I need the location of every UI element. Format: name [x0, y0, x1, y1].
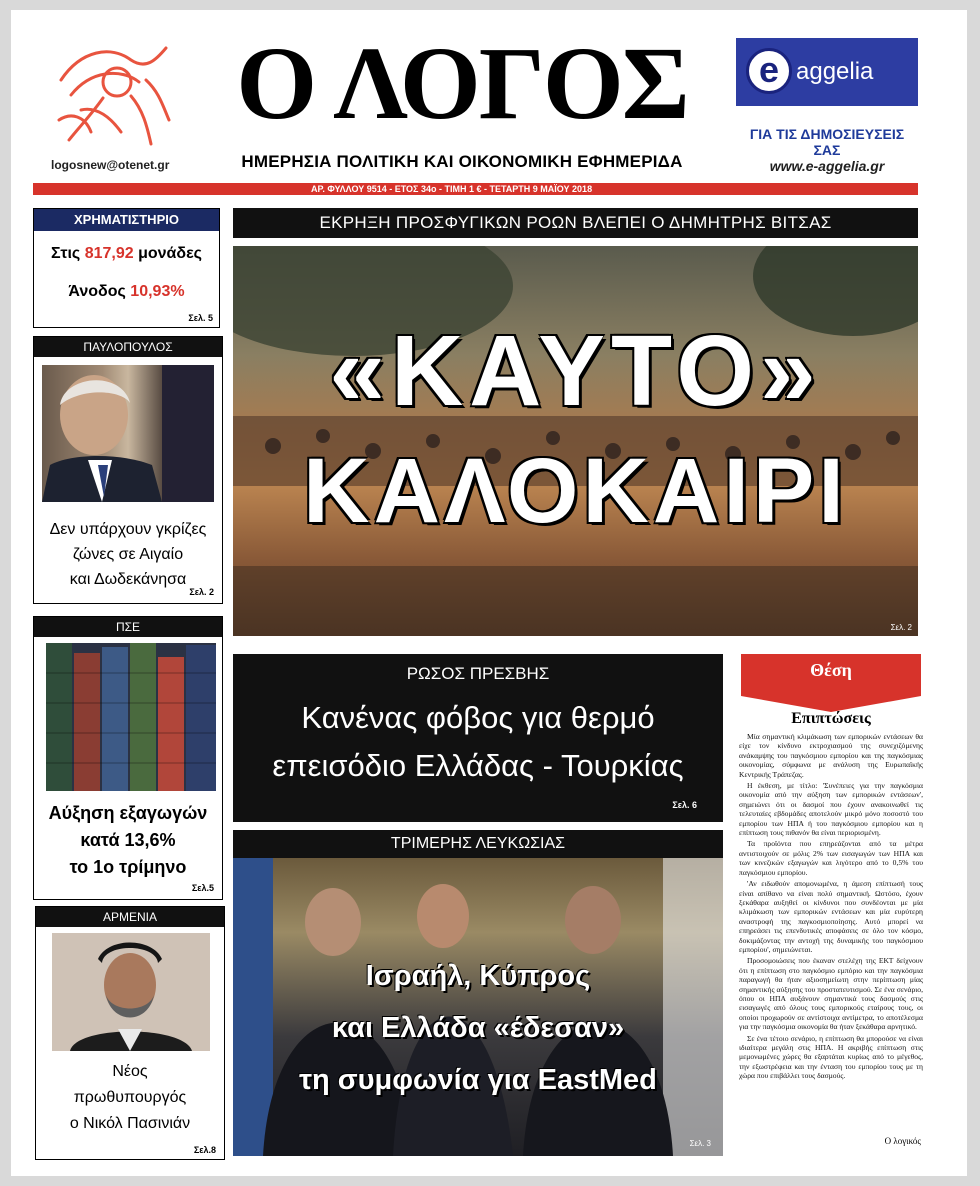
leaders-photo: [233, 858, 723, 1156]
pavlopoulos-box: [33, 336, 223, 604]
logo-illustration: [51, 40, 175, 148]
opinion-section-banner: [741, 654, 921, 696]
page-ref: Σελ.8: [193, 1145, 216, 1155]
page-ref: Σελ. 3: [689, 1139, 711, 1148]
main-headline-line2: ΚΑΛΟΚΑΙΡΙ: [303, 440, 848, 542]
ambassador-kicker: ΡΩΣΟΣ ΠΡΕΣΒΗΣ: [406, 664, 550, 683]
page-ref: Σελ. 6: [672, 800, 697, 810]
pse-header: ΠΣΕ: [34, 617, 222, 637]
armenia-header: ΑΡΜΕΝΙΑ: [36, 907, 224, 927]
opinion-signature: Ο λογικός: [884, 1136, 921, 1146]
ambassador-story: [233, 654, 723, 822]
issue-info: ΑΡ. ΦΥΛΛΟΥ 9514 - ΕΤΟΣ 34ο - ΤΙΜΗ 1 € - ΤΕΤΑΡΤΗ 9 ΜΑΪΟΥ 2018: [311, 184, 593, 194]
stock-header: ΧΡΗΜΑΤΙΣΤΗΡΙΟ: [34, 209, 219, 231]
containers-photo: [46, 643, 216, 791]
cyprus-kicker: ΤΡΙΜΕΡΗΣ ΛΕΥΚΩΣΙΑΣ: [233, 830, 723, 858]
armenia-box: [35, 906, 225, 1160]
advert-logo-text: aggelia: [796, 58, 874, 85]
refugee-camp-photo: [233, 246, 918, 636]
advert-logo-icon: e: [746, 48, 792, 94]
newspaper-front-page: [11, 10, 967, 1176]
opinion-title: Επιπτώσεις: [791, 710, 871, 727]
pse-text: Αύξηση εξαγωγών κατά 13,6% το 1ο τρίμηνο: [48, 803, 208, 877]
newspaper-subtitle: ΗΜΕΡΗΣΙΑ ΠΟΛΙΤΙΚΗ ΚΑΙ ΟΙΚΟΝΟΜΙΚΗ ΕΦΗΜΕΡΙΔΑ: [241, 152, 683, 171]
pavlopoulos-photo: [42, 365, 214, 502]
opinion-body: Μία σημαντική κλιμάκωση των εμπορικών εντάσεων θα είχε τον κίνδυνο εκτροχιασμού της συνεχιζόμενης ανάκαμψης του παγκόσμιου εμπορίου και της παγκόσμιας οικονομίας, σύμφωνα με ανάλυση της Ευρωπαϊκής Κεντρικής Τράπεζας. Η έκθεση, με τίτλο: 'Συνέπειες για την παγκόσμια οικονομία από την αύξηση των εμπορικών εντάσεων', σημειώνει ότι οι δασμοί που έχουν ανακοινωθεί τις τελευταίες εβδομάδες αποτελούν μικρό μόνο ποσοστό του εμπορίου των ΗΠΑ ή του παγκόσμιου εμπορίου και η επίπτωση τους πιθανόν θα είναι περιορισμένη. Τα προϊόντα που επηρεάζονται από τα μέτρα αντιστοιχούν σε μόλις 2% των εισαγωγών των ΗΠΑ και των κινεζικών εξαγωγών και λιγότερο από το 0,5% του παγκόσμιου εμπορίου. 'Αν ειδωθούν απομονωμένα, η άμεση επίπτωσή τους είναι απίθανο να είναι πολύ σημαντική. Ωστόσο, έχουν ξεκάθαρα αυξηθεί οι κίνδυνοι που συνδέονται με μία κλιμάκωση των εμπορικών εντάσεων και μία ευρύτερη αναστροφή της παγκοσμιοποίησης. Αυτό μπορεί να επηρεάσει τις επενδυτικές αποφάσεις σε όλο τον κόσμο, δοκιμάζοντας την αντοχή της δυναμικής του παγκόσμιου εμπορίου', σημειώνεται. Προσομοιώσεις που έκαναν στελέχη της ΕΚΤ δείχνουν ότι η επίπτωση στο παγκόσμιο εμπόριο και την παγκόσμια παραγωγή θα ήταν αξιοσημείωτη στην περίπτωση μίας σημαντικής αύξησης του προστατευτισμού. Σε ένα σενάριο, όπου οι ΗΠΑ αυξάνουν σημαντικά τους δασμούς στις εισαγωγές από όλους τους εμπορικούς εταίρους τους, οι οποίοι προχωρούν σε αντίστοιχα αντίμετρα, το αποτέλεσμα για την παγκόσμια οικονομία θα ήταν ξεκάθαρα αρνητικό. Σε ένα τέτοιο σενάριο, η επίπτωση θα μπορούσε να είναι ιδιαίτερα μεγάλη στις ΗΠΑ. Η ακριβής επίπτωση στις μεμονωμένες χώρες θα εξαρτάται κυρίως από το μέγεθος, την εξωστρέφεια και την ένταση του εμπορίου τους με τη χώρα που επιβάλλει τους δασμούς.: [739, 732, 923, 1081]
armenia-text: Νέος πρωθυπουργός ο Νικόλ Πασινιάν: [69, 1063, 191, 1132]
stock-rise: Άνοδος 10,93%: [68, 283, 185, 300]
stock-box: [33, 208, 220, 328]
stock-points: Στις 817,92 μονάδες: [51, 245, 202, 262]
opinion-section-label: Θέση: [810, 660, 852, 680]
advert-url[interactable]: www.e-aggelia.gr: [769, 158, 885, 174]
main-headline-line1: «ΚΑΥΤΟ»: [329, 315, 822, 427]
contact-email: logosnew@otenet.gr: [51, 158, 170, 172]
pse-box: [33, 616, 223, 900]
page-ref: Σελ. 2: [890, 623, 912, 632]
advert-tagline: ΓΙΑ ΤΙΣ ΔΗΜΟΣΙΕΥΣΕΙΣ ΣΑΣ: [749, 126, 905, 158]
newspaper-title: Ο ΛΟΓΟΣ: [236, 26, 688, 141]
advert-banner[interactable]: [736, 38, 918, 106]
cyprus-headline: Ισραήλ, Κύπρος και Ελλάδα «έδεσαν» τη συμφωνία για EastMed: [299, 960, 657, 1096]
page-ref: Σελ.5: [191, 883, 214, 893]
pashinyan-photo: [52, 933, 210, 1051]
page-ref: Σελ. 2: [189, 587, 214, 597]
page-ref: Σελ. 5: [188, 313, 213, 323]
pavlopoulos-text: Δεν υπάρχουν γκρίζες ζώνες σε Αιγαίο και Δωδεκάνησα: [49, 521, 207, 588]
main-story-kicker: ΕΚΡΗΞΗ ΠΡΟΣΦΥΓΙΚΩΝ ΡΟΩΝ ΒΛΕΠΕΙ Ο ΔΗΜΗΤΡΗΣ ΒΙΤΣΑΣ: [233, 208, 918, 238]
pavlopoulos-header: ΠΑΥΛΟΠΟΥΛΟΣ: [34, 337, 222, 357]
ambassador-headline: Κανένας φόβος για θερμό επεισόδιο Ελλάδας - Τουρκίας: [272, 700, 684, 783]
